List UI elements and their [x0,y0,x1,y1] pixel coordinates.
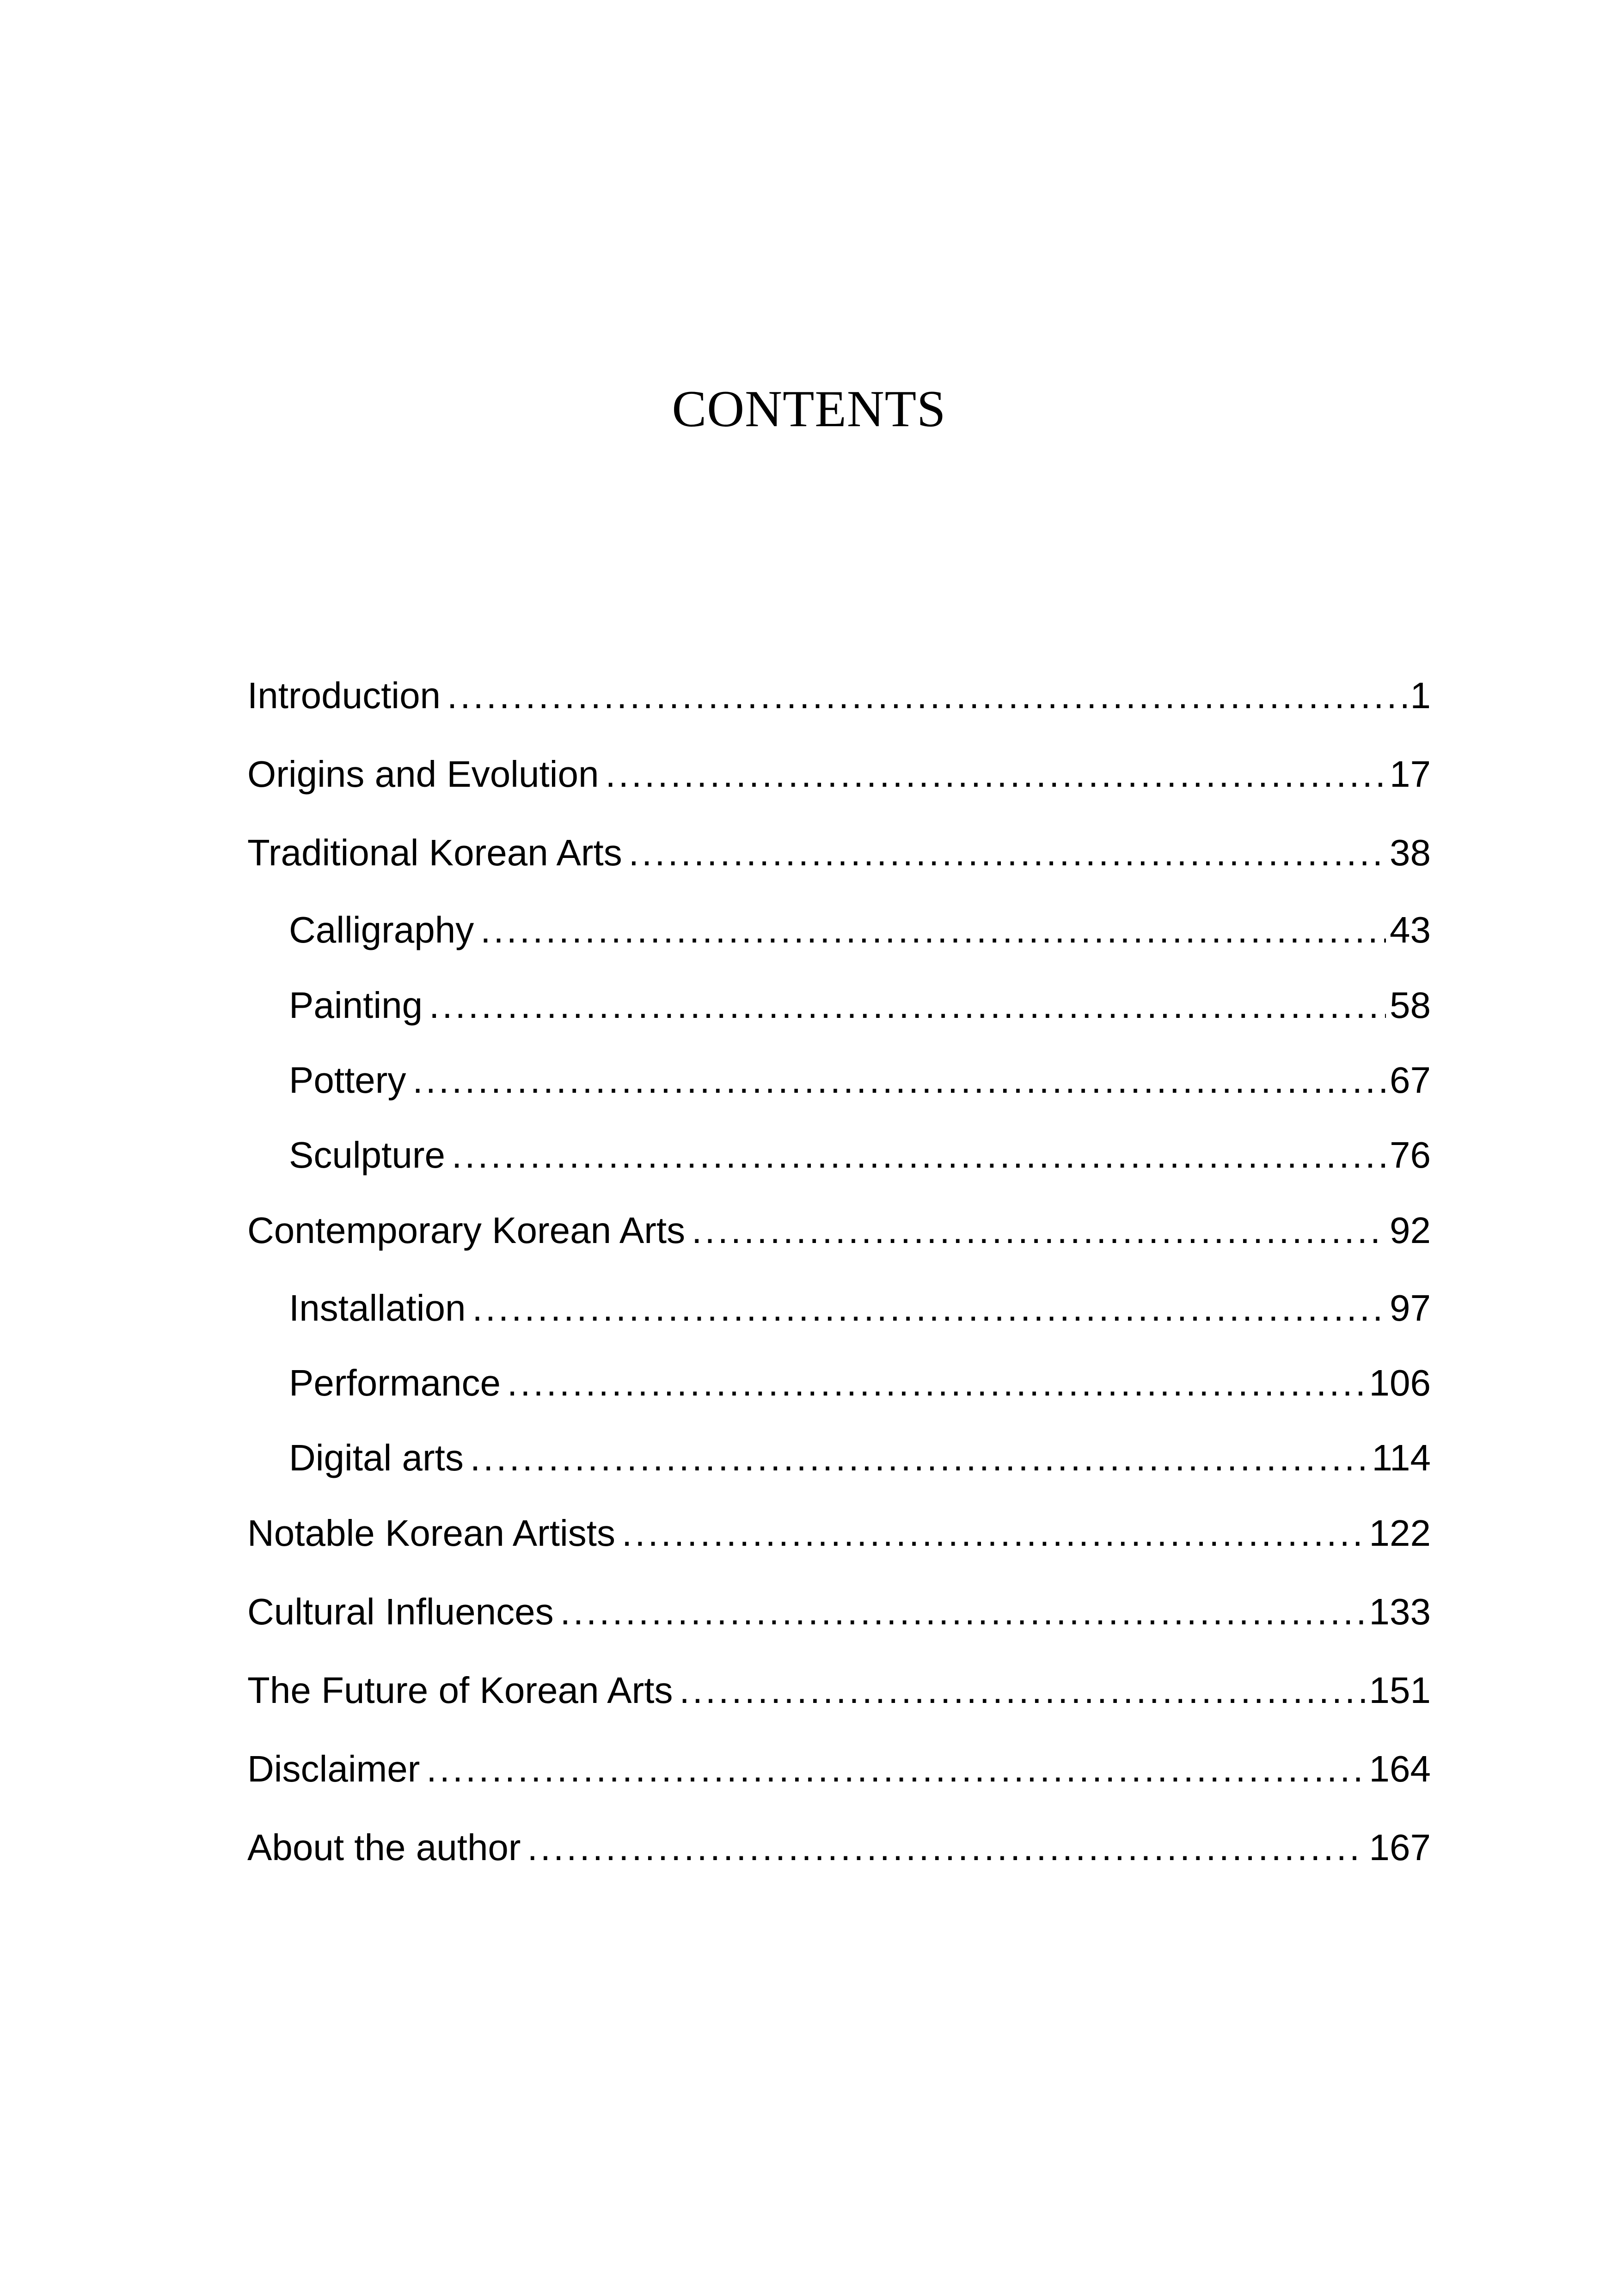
toc-subentry [289,982,1431,1029]
toc-page-number: 17 [1390,753,1431,795]
toc-entry-title: About the author [247,1827,521,1868]
toc-entry [247,830,1431,876]
toc-entry-title: The Future of Korean Arts [247,1670,673,1711]
toc-entry-title: Traditional Korean Arts [247,832,622,873]
toc-entry [247,1825,1431,1871]
dot-leader [429,982,1386,1029]
dot-leader [412,1057,1386,1103]
toc-page-number: 67 [1390,1059,1431,1101]
toc-page-number: 38 [1390,832,1431,873]
toc-page-number: 97 [1390,1287,1431,1329]
toc-entry-title: Painting [289,985,423,1026]
dot-leader [447,673,1406,719]
dot-leader [507,1360,1366,1406]
toc-entry [247,751,1431,797]
toc-page-number: 106 [1369,1362,1431,1403]
toc-page-number: 122 [1369,1512,1431,1554]
toc-page-number: 58 [1390,985,1431,1026]
toc-entry-title: Pottery [289,1059,406,1101]
toc-page-number: 164 [1369,1748,1431,1789]
dot-leader [472,1285,1386,1331]
dot-leader [527,1825,1366,1871]
toc-page-number: 76 [1390,1134,1431,1176]
dot-leader [622,1510,1366,1556]
toc-entry [247,1746,1431,1792]
toc-page-number: 92 [1390,1210,1431,1251]
toc-entry [247,1510,1431,1556]
dot-leader [692,1207,1386,1254]
toc-page-number: 133 [1369,1591,1431,1632]
dot-leader [426,1746,1365,1792]
toc-subentry [289,1132,1431,1178]
toc-page-number: 43 [1390,909,1431,950]
toc-entry-title: Origins and Evolution [247,753,599,795]
toc-subentry [289,907,1431,953]
dot-leader [480,907,1386,953]
toc-page-number: 1 [1410,675,1431,716]
toc-entry-title: Cultural Influences [247,1591,554,1632]
dot-leader [605,751,1386,797]
toc-subentry [289,1285,1431,1331]
page-title: CONTENTS [672,380,946,438]
toc-page-number: 167 [1369,1827,1431,1868]
dot-leader [452,1132,1386,1178]
toc-entry-title: Notable Korean Artists [247,1512,615,1554]
toc-entry [247,1667,1431,1714]
dot-leader [470,1435,1368,1481]
toc-entry-title: Installation [289,1287,466,1329]
toc-entry-title: Calligraphy [289,909,474,950]
toc-subentry [289,1057,1431,1103]
dot-leader [629,830,1386,876]
toc-subentry [289,1360,1431,1406]
toc-entry-title: Contemporary Korean Arts [247,1210,686,1251]
toc-entry-title: Digital arts [289,1437,464,1478]
toc-entry [247,1589,1431,1635]
toc-entry-title: Performance [289,1362,501,1403]
toc-entry-title: Sculpture [289,1134,445,1176]
toc-entry [247,1207,1431,1254]
dot-leader [679,1667,1365,1714]
toc-entry-title: Disclaimer [247,1748,420,1789]
dot-leader [560,1589,1366,1635]
toc-entry [247,673,1431,719]
toc-page-number: 151 [1369,1670,1431,1711]
toc-entry-title: Introduction [247,675,441,716]
toc-subentry [289,1435,1431,1481]
toc-page-number: 114 [1372,1437,1431,1478]
